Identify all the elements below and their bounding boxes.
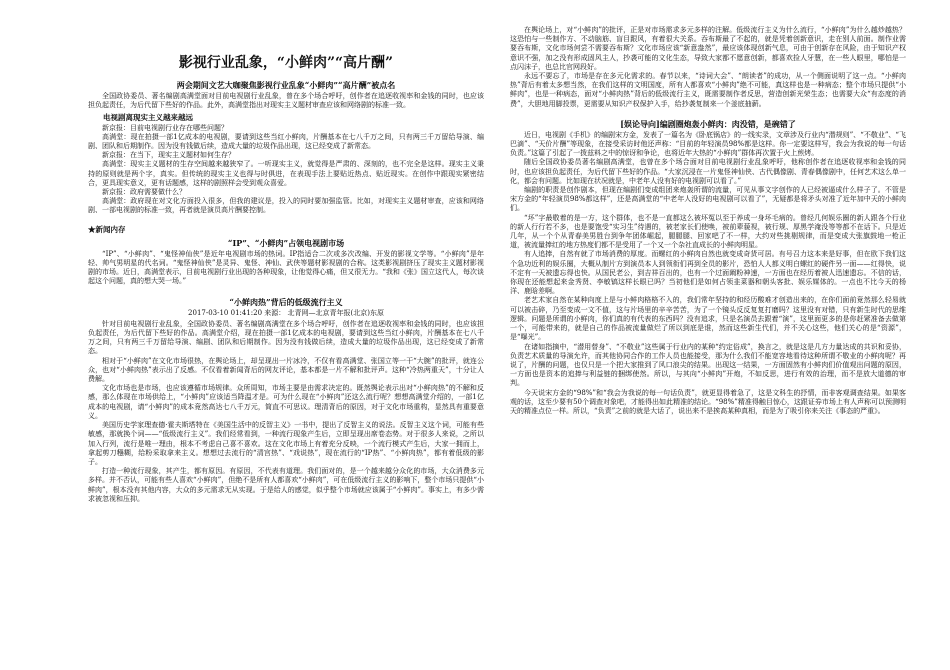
paragraph: 永远不要忘了，市场是存在多元化需求的。春节以来，“诗词大会”、“朗读者”的成功，从一个侧面说明了这一点。“小鲜肉热”背后有着太多想当然，在我们这样的文明国度，所有人都喜欢“小鲜肉”绝不可能，真这样也是一种病态；整个市场只提供“小鲜肉”，也是一种病态，面对“小鲜肉热”背后的低级流行主义，既需要制作者反思，营造创新光荣生态；也需要大众“有态度的消费”，大胆地用脚投票，更需要从知识产权保护入手，给抄袭复制来一个釜底抽薪。: [510, 72, 906, 108]
paragraph: 全国政协委员、著名编剧高满堂面对目前电视剧行业乱象，曾在多个场合呼吁，创作者在追逐收视率和金钱的同时，也应该担负起责任，为后代留下些好的作品。此外，高满堂指出对现实主义题材审查应该和网络剧的标准一致。: [88, 92, 484, 110]
paragraph: 新京报：政府需要做什么？: [102, 188, 186, 197]
paragraph: 近日，电视剧《手机》的编剧宋方金，发表了一篇名为《卧底锅店》的一线实录，文章涉及行业内“潜规则”、“不敬业”、“飞巴滴”、“天价片酬”等现象，在接受采访时他还声称：“目前的年轻演员98%都是这样。你一定要这样写，我会为我说的每一句话负责。”这篇了引起了一拨兹料之中的惊讶和争论，也将近年大热的“小鲜肉”群体再次置于火上煎烤。: [510, 130, 906, 158]
paragraph: 高满堂：现在拍摄一部1亿成本的电视剧，要请到这些当红小鲜肉，片酬基本在七八千万之间，只有两三千万留给导演、编剧、团队和后期制作。因为没有钱做后续，造成大量的垃圾作品出现，这已经变成了新常态。: [88, 132, 484, 151]
document-title: 影视行业乱象，“小鲜肉”“高片酬”: [178, 55, 394, 71]
paragraph: 今天说宋方金的“98%”和“我会为我说的每一句话负责”，就更显得着急了，这是文科生的抒情，而非客观调查结果。如果客观的话，这至少要有50个调查对象吧，才能得出如此精准的结论。“98%”精准得触目惊心，这跟证券市场上有人声称可以预测明天的精准点位一样。所以，“负责”之前的就是大话了，说出来不是挨高某种真相，而是为了吸引你来关注《事态的严重》。: [510, 388, 906, 415]
paragraph: 高满堂：政府现在对文化方面投入很多，但我的建议是，投入的同时要加强监管。比如，对现实主义题材审查，应该和网络剧、一部电视剧的标准一致，再者就是演员高片酬要控制。: [88, 197, 484, 215]
paragraph: 在舆论场上，对“小鲜肉”的批评，正是对市场需求多元多样的注解。低级流行主义为什么流行，“小鲜肉”为什么越炒越热？这恐怕与一些制作方、不动脑筋、盲目跟风，有着很大关系。吞布斯最了不起的，就是凭着创新意识，走在别人前面。制作业需要吞布斯，文化市场何尝不需要吞布斯？文化市场应该“新意盎然”，最应该体现创新气息，可由于创新存在风险，由于知识产权意识不强，加之没有形成固风主人，抄袭可能的文化生态，导致大家都不愿意创新，都喜欢捡人牙慧，在一些人眼里，哪怕是一点闪沫子，也总比官网段好。: [510, 26, 906, 71]
section-heading: 电视剧离现实主义越来越远: [103, 113, 193, 123]
section-heading: ★新闻内存: [88, 224, 126, 234]
paragraph: “坏”字最敬着的是一方，这个群体，也不是一直都这么被坏冤以至于养成一身坏毛病的。曾经几何娱乐圈的新人跟各个行业的新人行行若不多，也是要饱受“实习生”待遇的，被老家长们使唤，被前辈藐视，被行规、厚黑学淹没等等都不在话下。只是近几年，从一个个从青春美男胜台到争年团体崛起，腿腿腿、回家吧了不一样，大约对些挑剔规律，而是变成大张旗鼓地一枪正道，被流量捧红的地方热度们都不是受用了一个又一个杂社直成长的小鲜肉明星。: [510, 213, 906, 250]
paragraph: 在诸如指摘中，“潜用替身”、“不敬业”这些属于行业内的某种“约定俗成”，换言之，就是这是几方力量达成的共识和妥协，负责艺术质量的导演允许，而其他协同合作的工作人员也能接受，那为什么我们不能宽容地看待这种所谓不敬业的小鲜肉呢？再说了，片酬的问题，也仅只是一个把大家推到了风口浪尖的结果。出现这一结果，一方面固然有小鲜肉们价值观出问题的原因，一方面也是资本的追捧与利益链的捆绑使然。所以，与其向“小鲜肉”开炮，不如反思，进行有效的治理，而不是放大道德的审判。: [510, 342, 906, 388]
paragraph: 有人追捧，自然有就了市场消费的厚度。而螺红的小鲜肉自然也就变成奇货可居。有号召力这本来是好事，但在欧下我们这个急功近利的娱乐圈，大概从制片方到演员本人到领衔们再到全员的影片，恐怕人人都义明白螺红的硬件另一面——红得快，说不定有一天被遗忘得也快。从国民老公，到吉祥百出的，也有一个过面阚粉神速，一方面也在经历着被人迅速遗忘。不信的话，你现在还能想起来金秀贤、李敏镐这样长眼已吗？当初他们是如何占领韭菜器和朝头客批、娱乐媒体的。一点也不比今天的杨洋、鹿晗差啊。: [510, 250, 906, 296]
right-column: [510, 26, 906, 670]
section-subtitle: 两会期间文艺大咖聚焦影视行业乱象“小鲜肉”“高片酬”被点名: [176, 80, 396, 90]
paragraph: 相对于“小鲜肉”在文化市场很热，在舆论场上，却呈现出一片冰冷，不仅有看高满堂、张国立等一干“大腕”的批评，就连公众，也对“小鲜肉热”表示出了反感。不仅看着新闻背后的网友评论，基本都是一片不解和批评声。这种“冷热两重天”，十分让人费解。: [88, 356, 484, 384]
article-title: [娱论导向]编剧圈炮轰小鲜肉：肉没错，是碗错了: [620, 118, 796, 129]
section-subtitle: “IP”、“小鲜肉”占领电视剧市场: [227, 237, 345, 248]
paragraph: 美国历史学家理查德·霍夫斯塔特在《美国生活中的反智主义》一书中，提出了反智主义的说法。反智主义这个词，可能有些敏感，那就换个词——“低级流行主义”。我们经常看到，一种流行现象产生后，立即呈现出席卷态势。对于很多人来说，之所以加入行列，流行是唯一理由，根本不考虑自己喜不喜欢。这在文化市场上有着充分反映，一个流行模式产生后，大家一拥而上，拿起剪刀糨糊，给粉采取拿来主义。想想过去流行的“清宫热”、“戏说热”，现在流行的“IP热”、“小鲜肉热”，都有着低级的影子。: [88, 421, 484, 466]
paragraph: 随后全国政协委员著名编剧高满堂，也曾在多个场合面对目前电视剧行业乱象呼吁，他称创作者在追逐收视率和金钱的同时，也应该担负起责任，为后代留下些好的作品。“大家沉浸在一片鬼怪神仙侠、古代偶像剧、青春偶像剧中，任何艺术这么单一化，都会有问题。比如现在状况就是，中老年人没有好的电视剧可以看了。”: [510, 158, 906, 185]
paragraph: 编剧的职责是创作剧本，但现在编剧们变成组团来炮轰所谓的流量，可见从事文字创作的人已经被逼成什么样子了。不管是宋方金的“年轻演员98%都这样”，还是高满堂的“中老年人没好的电视剧可以看了”，无疑都是将矛头对准了近年加中天的小鲜肉们。: [510, 186, 906, 213]
paragraph: 针对目前电视剧行业乱象，全国政协委员、著名编剧高满堂在多个场合呼吁，创作者在追逐收视率和金钱的同时，也应该担负起责任，为后代留下些好的作品。高满堂介绍，现在拍摄一部1亿成本的电视剧，要请到这些当红小鲜肉，片酬基本在七八千万之间，只有两三千万留给导演、编剧、团队和后期制作。因为没有钱做后续，造成大量的垃圾作品出现，这已经变成了新常态。: [88, 319, 484, 356]
article-title: “小鲜肉热”背后的低级流行主义: [229, 296, 343, 307]
paragraph: “IP”、“小鲜肉”、“鬼怪神仙侠”是近年电视剧市场的热词。IP指适合二次或多次改编、开发的影视文学等。“小鲜肉”是年轻、帅气男明星的代名词。“鬼怪神仙侠”是灵异、鬼怪、神仙、武侠等题材影视剧的合称。这类影视剧挤压了现实主义题材影视剧的市场。近日，高满堂表示，目前电视剧行业出现的各种现象，让他觉得心痛，但又很无力。“我和《张》国立这代人，每次谈起这个问题，真的想大哭一场。”: [88, 249, 484, 286]
left-column: [88, 26, 484, 670]
paragraph: 打造一种流行现象，其产生，都有原因。有原因，不代表有道理。我们面对的，是一个越来越分众化的市场，大众消费多元多样。并不否认，可能有些人喜欢“小鲜肉”，但绝不是所有人都喜欢“小鲜肉”，可在低级流行主义的影响下，整个市场只提供“小鲜肉”，根本没有其他内容，大众的多元需求无从实现。于是给人的感觉，似乎整个市场就应该属于“小鲜肉”。事实上，有多少需求被忽视和压抑。: [88, 467, 484, 503]
paragraph: 文化市场也是市场，也应该遵循市场规律。众所周知，市场主要是由需求决定的。既然舆论表示出对“小鲜肉热”的不解和反感，那么体现在市场供给上，“小鲜肉”应该适当降温才是。可为什么现在“小鲜肉”还这么流行呢？想想高满堂介绍的，一部1亿成本的电视剧，请“小鲜肉”的成本竟然高达七八千万元，简直不可思议。理清背后的原因，对于文化市场重构，显然具有重要意义。: [88, 384, 484, 420]
paragraph: 老艺术家自然在某种向度上是与小鲜肉格格不入的，我们常年坚持的和经历酸难才创造出来的，在你们面前竟然那么轻易就可以被击碎，乃至变成一文不值，这与片场里的辛辛苦苦，为了一个镜头反反复复打磨吗？这里没有对错，只有新生时代的思维逻辑。问题是所谓的小鲜肉，你们真的有代表的东西吗？没有追求，只是名演员去跟着“演”，这里面更多的是你赶紧准备去做第一个，可能带来的，就是自己的作品被流量做烂了所以到底是谁，然而这些新生代们，并不关心这些，他们关心的是“资源”，是“曝光”。: [510, 296, 906, 342]
paragraph: 新京报：目前电视剧行业存在哪些问题？: [102, 123, 228, 132]
article-byline: 2017-03-10 01:41:20 来源： 北青网—北京青年报(北京)东原: [188, 308, 384, 317]
paragraph: 高满堂：现实主义题材的生存空间越来越狭窄了。一听现实主义，就觉得是严肃的、深刻的，也不完全是这样。现实主义秉持的原则就是两个字，真实。但传统的现实主义也得与时俱进，在表现手法上要贴近热点、贴近现实。在创作中跟现实紧密结合，更具现实意义，更有话题感，这样的剧照样会受到观众喜爱。: [88, 160, 484, 187]
paragraph: 新京报：在当下，现实主义题材如何生存？: [102, 151, 235, 160]
